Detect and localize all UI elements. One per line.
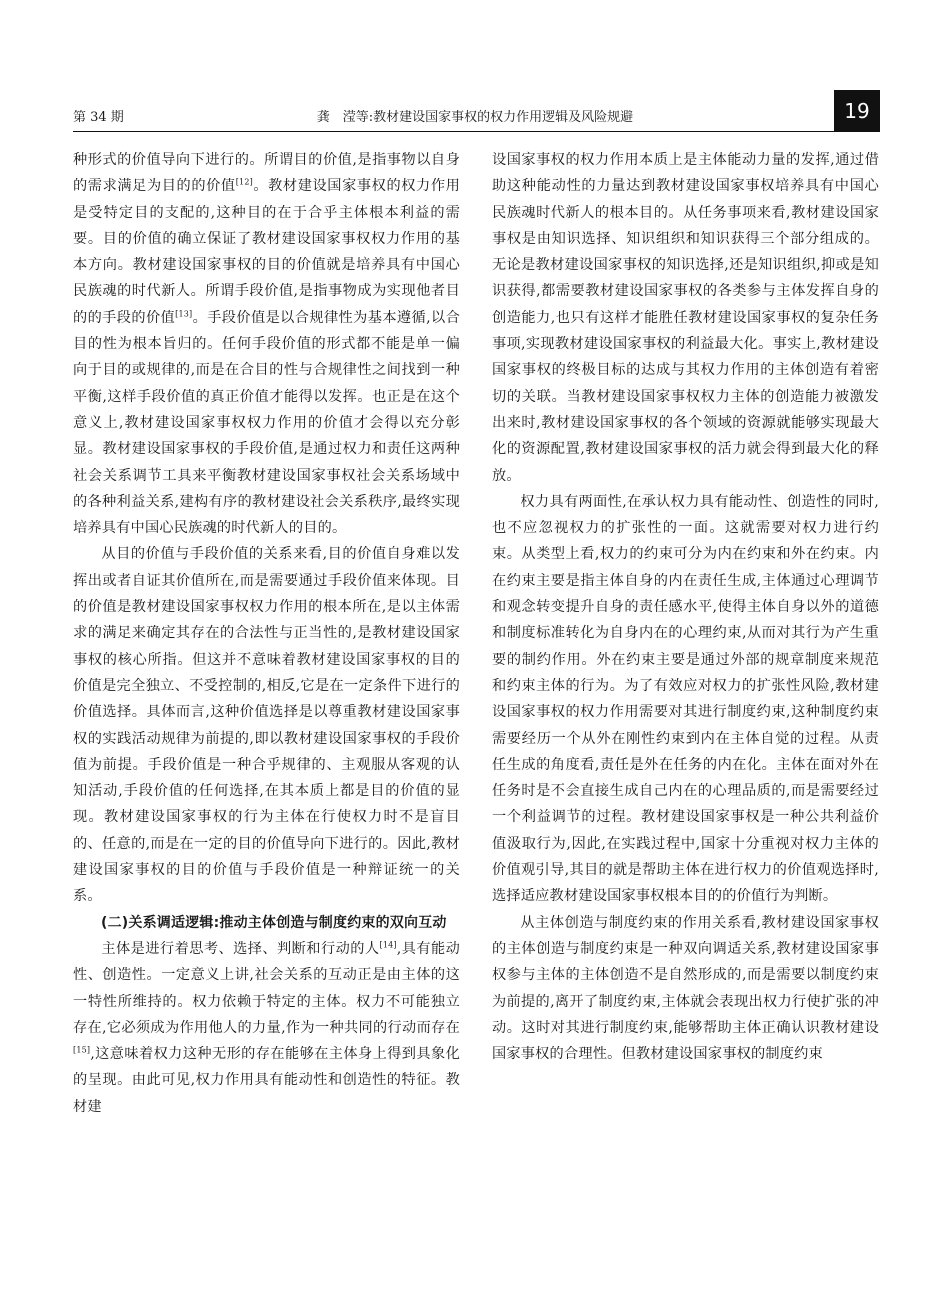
paragraph: 从主体创造与制度约束的作用关系看,教材建设国家事权的主体创造与制度约束是一种双向调适关系,教材建设国家事权参与主体的主体创造不是自然形成的,而是需要以制度约束为前提的,离开了制度约束,主体就会表现出权力行使扩张的冲动。这时对其进行制度约束,能够帮助主体正确认识教材建设国家事权的合理性。但教材建设国家事权的制度约束 [492,914,879,1063]
paragraph: 从目的价值与手段价值的关系来看,目的价值自身难以发挥出或者自证其价值所在,而是需要通过手段价值来体现。目的价值是教材建设国家事权权力作用的根本所在,是以主体需求的满足来确定其存在的合法性与正当性的,是教材建设国家事权的核心所指。但这并不意味着教材建设国家事权的目的价值是完全独立、不受控制的,相反,它是在一定条件下进行的价值选择。具体而言,这种价值选择是以尊重教材建设国家事权的实践活动规律为前提的,即以教材建设国家事权的手段价值为前提。手段价值是一种合乎规律的、主观服从客观的认知活动,手段价值的任何选择,在其本质上都是目的价值的显现。教材建设国家事权的行为主体在行使权力时不是盲目的、任意的,而是在一定的目的价值导向下进行的。因此,教材建设国家事权的目的价值与手段价值是一种辩证统一的关系。 [73,546,460,905]
section-heading: (二)关系调适逻辑:推动主体创造与制度约束的双向互动 [101,914,447,931]
page-number-badge: 19 [834,90,880,132]
citation-marker: [14] [379,940,397,950]
citation-marker: [15] [73,1045,91,1055]
paragraph: 权力具有两面性,在承认权力具有能动性、创造性的同时,也不应忽视权力的扩张性的一面。这就需要对权力进行约束。从类型上看,权力的约束可分为内在约束和外在约束。内在约束主要是指主体自身的内在责任生成,主体通过心理调节和观念转变提升自身的责任感水平,使得主体自身以外的道德和制度标准转化为自身内在的心理约束,从而对其行为产生重要的制约作用。外在约束主要是通过外部的规章制度来规范和约束主体的行为。为了有效应对权力的扩张性风险,教材建设国家事权的权力作用需要对其进行制度约束,这种制度约束需要经历一个从外在刚性约束到内在主体自觉的过程。从责任生成的角度看,责任是外在任务的内在化。主体在面对外在任务时是不会直接生成自己内在的心理品质的,而是需要经过一个利益调节的过程。教材建设国家事权是一种公共利益价值汲取行为,因此,在实践过程中,国家十分重视对权力主体的价值观引导,其目的就是帮助主体在进行权力的价值观选择时,选择适应教材建设国家事权根本目的的价值行为判断。 [492,493,879,905]
citation-marker: [13] [175,309,193,319]
issue-number: 第 34 期 [73,110,124,125]
paragraph: 主体是进行着思考、选择、判断和行动的人[14],具有能动性、创造性。一定意义上讲,社会关系的互动正是由主体的这一特性所维持的。权力依赖于特定的主体。权力不可能独立存在,它必须成为作用他人的力量,作为一种共同的行动而存在[15],这意味着权力这种无形的存在能够在主体身上得到具象化的呈现。由此可见,权力作用具有能动性和创造性的特征。教材建 [73,940,460,1115]
page-header [0,0,950,140]
left-column [73,147,460,1120]
header-rule [73,131,880,132]
citation-marker: [12] [235,177,253,187]
right-column [492,147,879,1067]
paragraph: 设国家事权的权力作用本质上是主体能动力量的发挥,通过借助这种能动性的力量达到教材建设国家事权培养具有中国心民族魂时代新人的根本目的。从任务事项来看,教材建设国家事权是由知识选择、知识组织和知识获得三个部分组成的。无论是教材建设国家事权的知识选择,还是知识组织,抑或是知识获得,都需要教材建设国家事权的各类参与主体发挥自身的创造能力,也只有这样才能胜任教材建设国家事权的复杂任务事项,实现教材建设国家事权的利益最大化。事实上,教材建设国家事权的终极目标的达成与其权力作用的主体创造有着密切的关联。当教材建设国家事权权力主体的创造能力被激发出来时,教材建设国家事权的各个领域的资源就能够实现最大化的资源配置,教材建设国家事权的活力就会得到最大化的释放。 [492,152,879,484]
running-title: 龚 滢等:教材建设国家事权的权力作用逻辑及风险规避 [316,110,634,125]
paragraph: 种形式的价值导向下进行的。所谓目的价值,是指事物以自身的需求满足为目的的价值[12]。教材建设国家事权的权力作用是受特定目的支配的,这种目的在于合乎主体根本利益的需要。目的价值的确立保证了教材建设国家事权权力作用的基本方向。教材建设国家事权的目的价值就是培养具有中国心民族魂的时代新人。所谓手段价值,是指事物成为实现他者目的的手段的价值[13]。手段价值是以合规律性为基本遵循,以合目的性为根本旨归的。任何手段价值的形式都不能是单一偏向于目的或规律的,而是在合目的性与合规律性之间找到一种平衡,这样手段价值的真正价值才能得以发挥。也正是在这个意义上,教材建设国家事权权力作用的价值才会得以充分彰显。教材建设国家事权的手段价值,是通过权力和责任这两种社会关系调节工具来平衡教材建设国家事权社会关系场域中的各种利益关系,建构有序的教材建设社会关系秩序,最终实现培养具有中国心民族魂的时代新人的目的。 [73,152,460,537]
